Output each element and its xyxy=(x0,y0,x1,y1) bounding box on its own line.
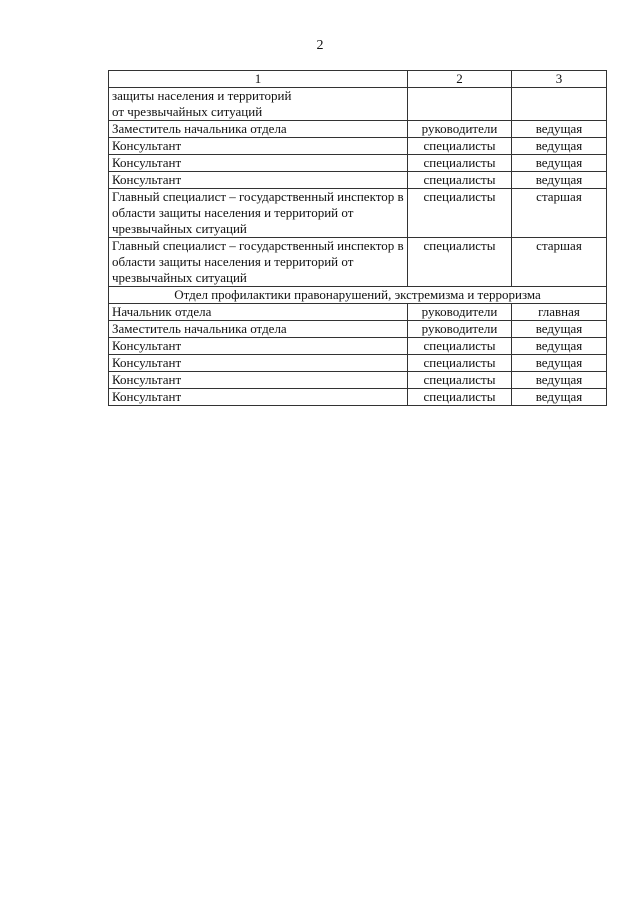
table-header-row xyxy=(109,71,607,88)
table-row xyxy=(109,88,607,121)
position-cell: Заместитель начальника отдела xyxy=(109,121,408,138)
position-cell: защиты населения и территорий от чрезвычайных ситуаций xyxy=(109,88,408,121)
category-cell: ведущая xyxy=(512,338,607,355)
group-cell: руководители xyxy=(408,321,512,338)
position-cell: Консультант xyxy=(109,372,408,389)
category-cell: ведущая xyxy=(512,372,607,389)
table-row xyxy=(109,389,607,406)
category-cell: ведущая xyxy=(512,172,607,189)
group-cell: руководители xyxy=(408,304,512,321)
category-cell: ведущая xyxy=(512,389,607,406)
category-cell: старшая xyxy=(512,238,607,287)
table-row xyxy=(109,372,607,389)
column-header-3: 3 xyxy=(512,71,607,88)
table-row xyxy=(109,238,607,287)
group-cell: специалисты xyxy=(408,189,512,238)
column-header-2: 2 xyxy=(408,71,512,88)
table-row xyxy=(109,138,607,155)
category-cell xyxy=(512,88,607,121)
category-cell: ведущая xyxy=(512,355,607,372)
position-cell: Консультант xyxy=(109,389,408,406)
category-cell: ведущая xyxy=(512,138,607,155)
position-cell: Консультант xyxy=(109,138,408,155)
group-cell xyxy=(408,88,512,121)
group-cell: руководители xyxy=(408,121,512,138)
group-cell: специалисты xyxy=(408,338,512,355)
position-cell: Консультант xyxy=(109,155,408,172)
staff-table xyxy=(108,70,607,406)
group-cell: специалисты xyxy=(408,238,512,287)
category-cell: старшая xyxy=(512,189,607,238)
table-row xyxy=(109,155,607,172)
position-cell: Главный специалист – государственный инспектор в области защиты населения и территорий от чрезвычайных ситуаций xyxy=(109,189,408,238)
category-cell: ведущая xyxy=(512,321,607,338)
page-number: 2 xyxy=(316,38,324,53)
table-row xyxy=(109,321,607,338)
table-row xyxy=(109,355,607,372)
position-cell: Заместитель начальника отдела xyxy=(109,321,408,338)
group-cell: специалисты xyxy=(408,155,512,172)
table-row xyxy=(109,121,607,138)
position-cell: Главный специалист – государственный инспектор в области защиты населения и территорий от чрезвычайных ситуаций xyxy=(109,238,408,287)
table-row xyxy=(109,172,607,189)
section-title: Отдел профилактики правонарушений, экстремизма и терроризма xyxy=(109,287,607,304)
position-cell: Консультант xyxy=(109,355,408,372)
position-cell: Начальник отдела xyxy=(109,304,408,321)
group-cell: специалисты xyxy=(408,389,512,406)
section-header-row xyxy=(109,287,607,304)
group-cell: специалисты xyxy=(408,372,512,389)
category-cell: главная xyxy=(512,304,607,321)
table-row xyxy=(109,189,607,238)
table-row xyxy=(109,304,607,321)
category-cell: ведущая xyxy=(512,121,607,138)
column-header-1: 1 xyxy=(109,71,408,88)
position-cell: Консультант xyxy=(109,338,408,355)
category-cell: ведущая xyxy=(512,155,607,172)
group-cell: специалисты xyxy=(408,172,512,189)
group-cell: специалисты xyxy=(408,138,512,155)
group-cell: специалисты xyxy=(408,355,512,372)
position-cell: Консультант xyxy=(109,172,408,189)
table-row xyxy=(109,338,607,355)
